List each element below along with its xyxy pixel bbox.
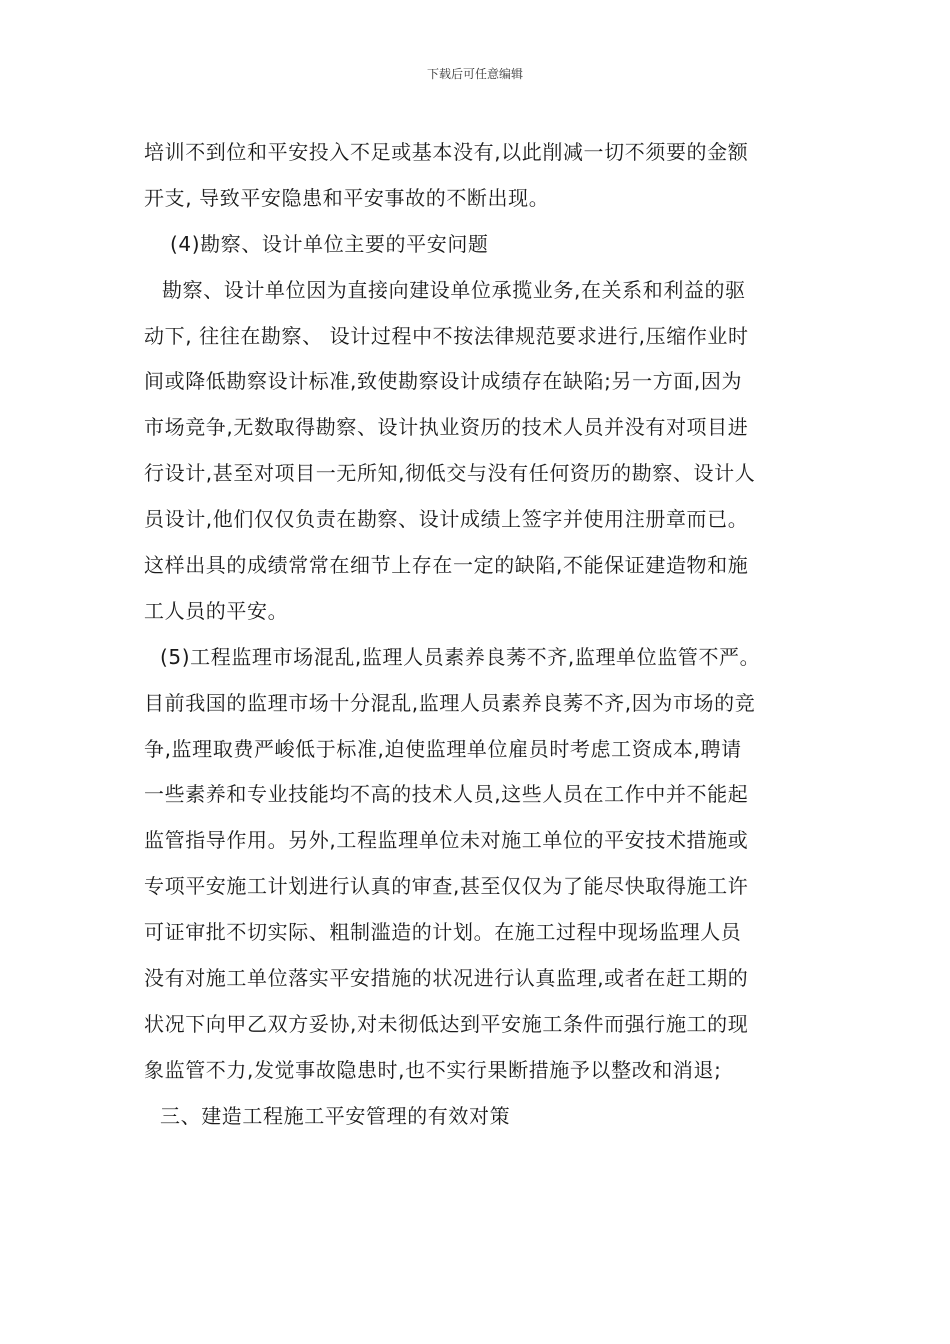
text-line: 象监管不力,发觉事故隐患时,也不实行果断措施予以整改和消退; [144,1057,722,1082]
section-heading: (4)勘察、设计单位主要的平安问题 [170,231,489,256]
text-line: 可证审批不切实际、粗制滥造的计划。在施工过程中现场监理人员 [144,920,742,945]
text-line: 状况下向甲乙双方妥协,对未彻低达到平安施工条件而强行施工的现 [144,1011,749,1036]
text-line: 争,监理取费严峻低于标准,迫使监理单位雇员时考虑工资成本,聘请 [144,736,742,761]
text-line: 间或降低勘察设计标准,致使勘察设计成绩存在缺陷;另一方面,因为 [144,369,743,394]
text-line: 培训不到位和平安投入不足或基本没有,以此削减一切不须要的金额 [144,140,749,164]
text-line: 市场竞争,无数取得勘察、设计执业资历的技术人员并没有对项目进 [144,415,749,440]
text-line: 目前我国的监理市场十分混乱,监理人员素养良莠不齐,因为市场的竞 [144,690,756,715]
text-line: 动下, 往往在勘察、 设计过程中不按法律规范要求进行,压缩作业时 [144,323,749,348]
text-line: 勘察、设计单位因为直接向建设单位承揽业务,在关系和利益的驱 [162,277,746,302]
text-line: 监管指导作用。另外,工程监理单位未对施工单位的平安技术措施或 [144,828,749,853]
section-heading: (5)工程监理市场混乱,监理人员素养良莠不齐,监理单位监管不严。 [160,644,761,669]
text-line: 这样出具的成绩常常在细节上存在一定的缺陷,不能保证建造物和施 [144,553,749,578]
section-heading: 三、建造工程施工平安管理的有效对策 [160,1103,511,1128]
text-line: 没有对施工单位落实平安措施的状况进行认真监理,或者在赶工期的 [144,966,749,991]
text-line: 员设计,他们仅仅负责在勘察、设计成绩上签字并使用注册章而已。 [144,507,749,532]
text-line: 工人员的平安。 [144,598,289,623]
page-header: 下载后可任意编辑 [426,67,523,81]
text-line: 行设计,甚至对项目一无所知,彻低交与没有任何资历的勘察、设计人 [144,461,756,486]
text-line: 开支, 导致平安隐患和平安事故的不断出现。 [144,185,550,210]
text-line: 一些素养和专业技能均不高的技术人员,这些人员在工作中并不能起 [144,782,749,807]
text-line: 专项平安施工计划进行认真的审查,甚至仅仅为了能尽快取得施工许 [144,874,749,899]
document-body [144,130,814,1140]
